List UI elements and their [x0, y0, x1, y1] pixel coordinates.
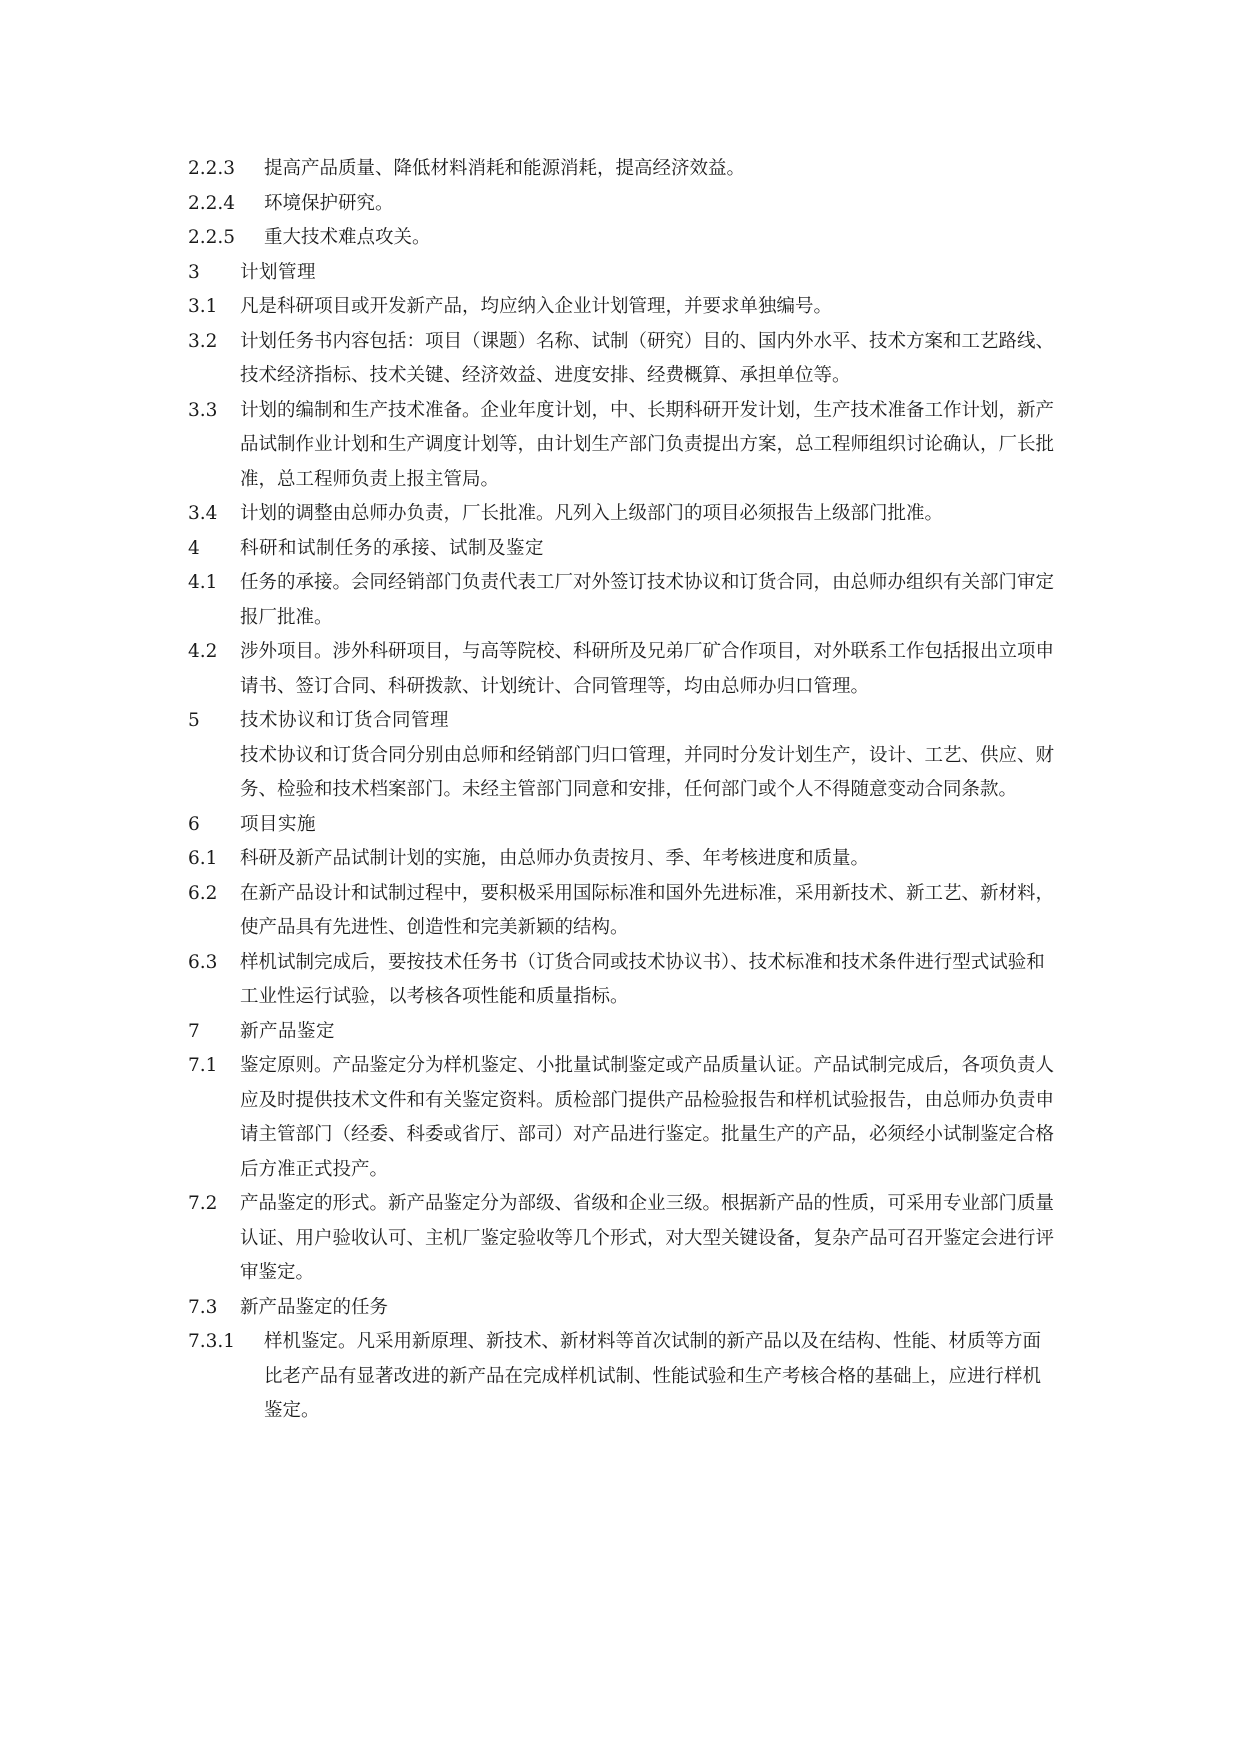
section-heading	[188, 1015, 1058, 1050]
clause-text: 样机试制完成后，要按技术任务书（订货合同或技术协议书）、技术标准和技术条件进行型式试验和工业性运行试验，以考核各项性能和质量指标。	[240, 951, 1045, 1007]
section-title: 新产品鉴定	[240, 1020, 336, 1042]
clause-text: 环境保护研究。	[264, 192, 394, 214]
clause-paragraph	[188, 1291, 1058, 1326]
clause-number: 3	[188, 261, 200, 283]
clause-number: 3.4	[188, 503, 218, 524]
clause-number: 7	[188, 1020, 200, 1042]
clause-number: 6.1	[188, 848, 218, 869]
clause-paragraph	[188, 221, 1058, 256]
section-title: 科研和试制任务的承接、试制及鉴定	[240, 537, 545, 559]
clause-text: 鉴定原则。产品鉴定分为样机鉴定、小批量试制鉴定或产品质量认证。产品试制完成后，各项负责人应及时提供技术文件和有关鉴定资料。质检部门提供产品检验报告和样机试验报告，由总师办负责申请主管部门（经委、科委或省厅、部司）对产品进行鉴定。批量生产的产品，必须经小试制鉴定合格后方准正式投产。	[240, 1055, 1055, 1180]
clause-number: 7.3	[188, 1296, 218, 1318]
clause-text: 计划的调整由总师办负责，厂长批准。凡列入上级部门的项目必须报告上级部门批准。	[240, 503, 944, 524]
clause-text: 技术协议和订货合同分别由总师和经销部门归口管理，并同时分发计划生产，设计、工艺、供应、财务、检验和技术档案部门。未经主管部门同意和安排，任何部门或个人不得随意变动合同条款。	[240, 744, 1055, 800]
clause-text: 涉外项目。涉外科研项目，与高等院校、科研所及兄弟厂矿合作项目，对外联系工作包括报出立项申请书、签订合同、科研拨款、计划统计、合同管理等，均由总师办归口管理。	[240, 641, 1055, 697]
clause-paragraph	[188, 1049, 1058, 1187]
clause-paragraph	[188, 877, 1058, 946]
section-title: 计划管理	[240, 261, 317, 283]
clause-text: 科研及新产品试制计划的实施，由总师办负责按月、季、年考核进度和质量。	[240, 848, 870, 869]
clause-text: 提高产品质量、降低材料消耗和能源消耗，提高经济效益。	[264, 158, 746, 179]
section-heading	[188, 532, 1058, 567]
clause-paragraph	[188, 394, 1058, 498]
clause-paragraph	[188, 946, 1058, 1015]
clause-text: 新产品鉴定的任务	[240, 1296, 389, 1318]
clause-number: 3.3	[188, 399, 218, 421]
section-title: 技术协议和订货合同管理	[240, 710, 450, 731]
clause-number: 7.3.1	[188, 1331, 236, 1352]
clause-text: 计划的编制和生产技术准备。企业年度计划，中、长期科研开发计划，生产技术准备工作计划，新产品试制作业计划和生产调度计划等，由计划生产部门负责提出方案，总工程师组织讨论确认，厂长批准，总工程师负责上报主管局。	[240, 399, 1055, 490]
clause-number: 2.2.3	[188, 158, 236, 179]
clause-paragraph	[188, 739, 1058, 808]
clause-text: 任务的承接。会同经销部门负责代表工厂对外签订技术协议和订货合同，由总师办组织有关部门审定报厂批准。	[240, 572, 1055, 628]
clause-number: 3.2	[188, 330, 218, 352]
clause-number: 6	[188, 813, 200, 835]
clause-number: 2.2.4	[188, 192, 236, 214]
clause-number: 4.2	[188, 641, 218, 662]
clause-number: 4.1	[188, 572, 218, 593]
clause-text: 重大技术难点攻关。	[264, 227, 431, 248]
clause-paragraph	[188, 497, 1058, 532]
clause-paragraph	[188, 566, 1058, 635]
section-heading	[188, 704, 1058, 739]
section-heading	[188, 808, 1058, 843]
clause-number: 2.2.5	[188, 227, 236, 248]
clause-number: 5	[188, 710, 200, 731]
section-heading	[188, 256, 1058, 291]
clause-number: 6.3	[188, 951, 218, 973]
clause-paragraph	[188, 325, 1058, 394]
clause-paragraph	[188, 152, 1058, 187]
clause-number: 7.1	[188, 1055, 218, 1076]
clause-number: 7.2	[188, 1193, 218, 1214]
clause-paragraph	[188, 842, 1058, 877]
document-body	[188, 152, 1058, 1429]
clause-paragraph	[188, 290, 1058, 325]
clause-text: 产品鉴定的形式。新产品鉴定分为部级、省级和企业三级。根据新产品的性质，可采用专业部门质量认证、用户验收认可、主机厂鉴定验收等几个形式，对大型关键设备，复杂产品可召开鉴定会进行评审鉴定。	[240, 1193, 1055, 1283]
clause-paragraph	[188, 1187, 1058, 1291]
clause-number: 4	[188, 537, 200, 559]
clause-paragraph	[188, 635, 1058, 704]
clause-text: 凡是科研项目或开发新产品，均应纳入企业计划管理，并要求单独编号。	[240, 296, 833, 317]
clause-paragraph	[188, 1325, 1058, 1429]
clause-number: 3.1	[188, 296, 218, 317]
clause-text: 计划任务书内容包括：项目（课题）名称、试制（研究）目的、国内外水平、技术方案和工艺路线、技术经济指标、技术关键、经济效益、进度安排、经费概算、承担单位等。	[240, 330, 1055, 386]
clause-text: 样机鉴定。凡采用新原理、新技术、新材料等首次试制的新产品以及在结构、性能、材质等方面比老产品有显著改进的新产品在完成样机试制、性能试验和生产考核合格的基础上，应进行样机鉴定。	[264, 1331, 1042, 1421]
clause-text: 在新产品设计和试制过程中，要积极采用国际标准和国外先进标准，采用新技术、新工艺、新材料，使产品具有先进性、创造性和完美新颖的结构。	[240, 882, 1055, 938]
section-title: 项目实施	[240, 813, 317, 835]
clause-number: 6.2	[188, 882, 218, 904]
clause-paragraph	[188, 187, 1058, 222]
